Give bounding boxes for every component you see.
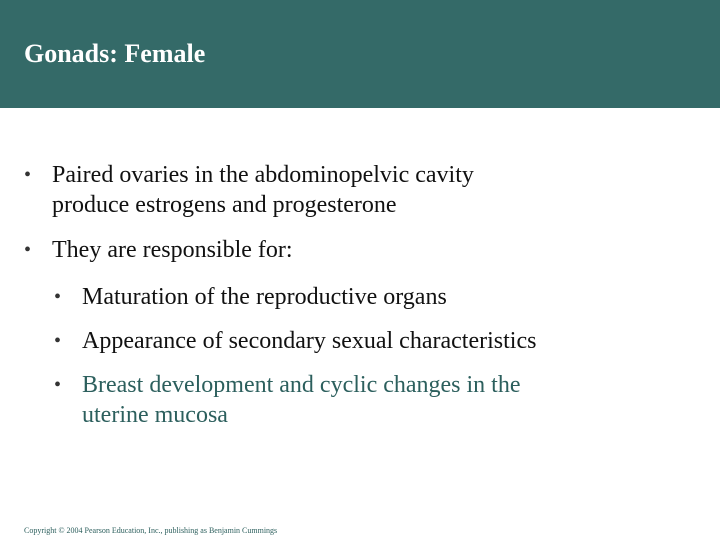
slide-title: Gonads: Female (24, 39, 206, 68)
bullet-text: Appearance of secondary sexual characteristics (82, 328, 537, 354)
bullet-marker: • (54, 286, 62, 308)
bullet-text: Paired ovaries in the abdominopelvic cavity produce estrogens and progesterone (52, 162, 474, 218)
bullet-text: They are responsible for: (52, 237, 293, 263)
bullet-item (24, 160, 474, 220)
title-bar (0, 0, 720, 108)
sub-bullet-item (54, 282, 447, 312)
bullet-marker: • (24, 164, 32, 186)
bullet-marker: • (54, 374, 62, 396)
bullet-text: Breast development and cyclic changes in the uterine mucosa (82, 372, 521, 428)
bullet-text: Maturation of the reproductive organs (82, 284, 447, 310)
bullet-item (24, 235, 293, 265)
bullet-marker: • (24, 239, 32, 261)
sub-bullet-item (54, 370, 521, 430)
bullet-marker: • (54, 330, 62, 352)
sub-bullet-item (54, 326, 536, 356)
copyright-footer: Copyright © 2004 Pearson Education, Inc., publishing as Benjamin Cummings (24, 526, 278, 535)
